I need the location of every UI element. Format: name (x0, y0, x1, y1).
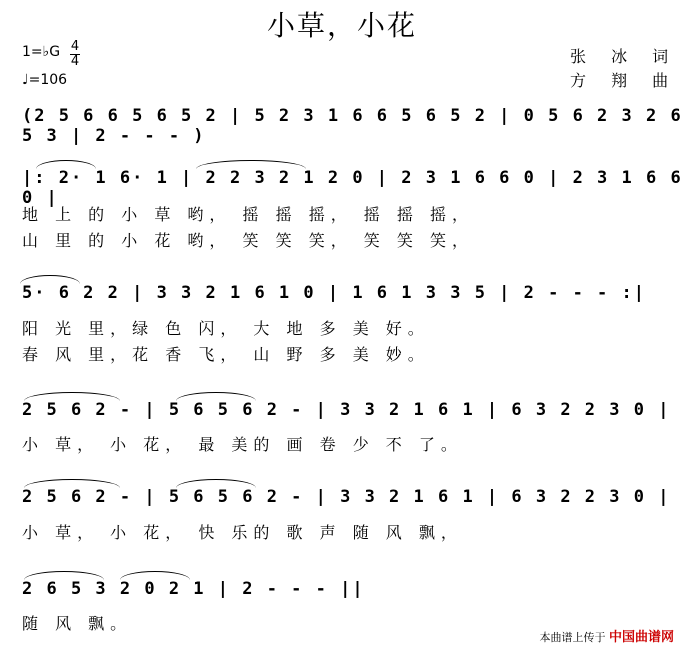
key-signature: 1=♭G (22, 44, 61, 60)
notation-line: |: 2· 1 6· 1 | 2 2 3 2 1 2 0 | 2 3 1 6 6 0 | 2 3 1 6 6 0 | (22, 168, 683, 208)
slur (36, 160, 96, 169)
lyric-line: 小 草， 小 花， 最 美的 画 卷 少 不 了。 (22, 435, 463, 454)
page-title: 小草，小花 (266, 9, 417, 42)
notation-line: 2 6 5 3 2 0 2 1 | 2 - - - || (22, 579, 365, 599)
footer-text: 本曲谱上传于 (539, 631, 606, 644)
lyric-verse-1: 地 上 的 小 草 哟， 摇 摇 摇， 摇 摇 摇， (22, 205, 474, 224)
lyric-line: 小 草， 小 花， 快 乐的 歌 声 随 风 飘， (22, 523, 463, 542)
notation-line: 5· 6 2 2 | 3 3 2 1 6 1 0 | 1 6 1 3 3 5 | 2 - - - :| (22, 283, 646, 303)
score-line-1 (0, 106, 684, 146)
site-logo-text: 中国曲谱网 (608, 630, 674, 645)
lyric-verse-1: 阳 光 里，绿 色 闪， 大 地 多 美 好。 (22, 319, 430, 338)
time-signature-top: 4 (70, 39, 80, 54)
slur (24, 392, 120, 401)
time-signature (70, 40, 80, 69)
slur (176, 479, 256, 488)
notation-line: 2 5 6 2 - | 5 6 5 6 2 - | 3 3 2 1 6 1 | 6 3 2 2 3 0 | (22, 487, 671, 507)
tempo-marking: ♩=106 (22, 72, 68, 88)
lyric-line: 随 风 飘。 (22, 614, 133, 633)
notation-line: 2 5 6 2 - | 5 6 5 6 2 - | 3 3 2 1 6 1 | 6 3 2 2 3 0 | (22, 400, 671, 420)
time-signature-bottom: 4 (70, 54, 80, 69)
notation-line: (2 5 6 6 5 6 5 2 | 5 2 3 1 6 6 5 6 5 2 | 0 5 6 2 3 2 6 5 3 | 2 - - - ) (22, 106, 683, 146)
composer-credit: 方 翔 曲 (570, 71, 679, 90)
slur (24, 479, 120, 488)
lyricist-credit: 张 冰 词 (570, 47, 679, 66)
slur (24, 571, 104, 580)
lyric-verse-2: 春 风 里，花 香 飞， 山 野 多 美 妙。 (22, 345, 430, 364)
slur (120, 571, 190, 580)
footer-credit (539, 626, 674, 645)
lyric-verse-2: 山 里 的 小 花 哟， 笑 笑 笑， 笑 笑 笑， (22, 231, 474, 250)
slur (176, 392, 256, 401)
slur (20, 275, 80, 284)
slur (196, 160, 306, 169)
